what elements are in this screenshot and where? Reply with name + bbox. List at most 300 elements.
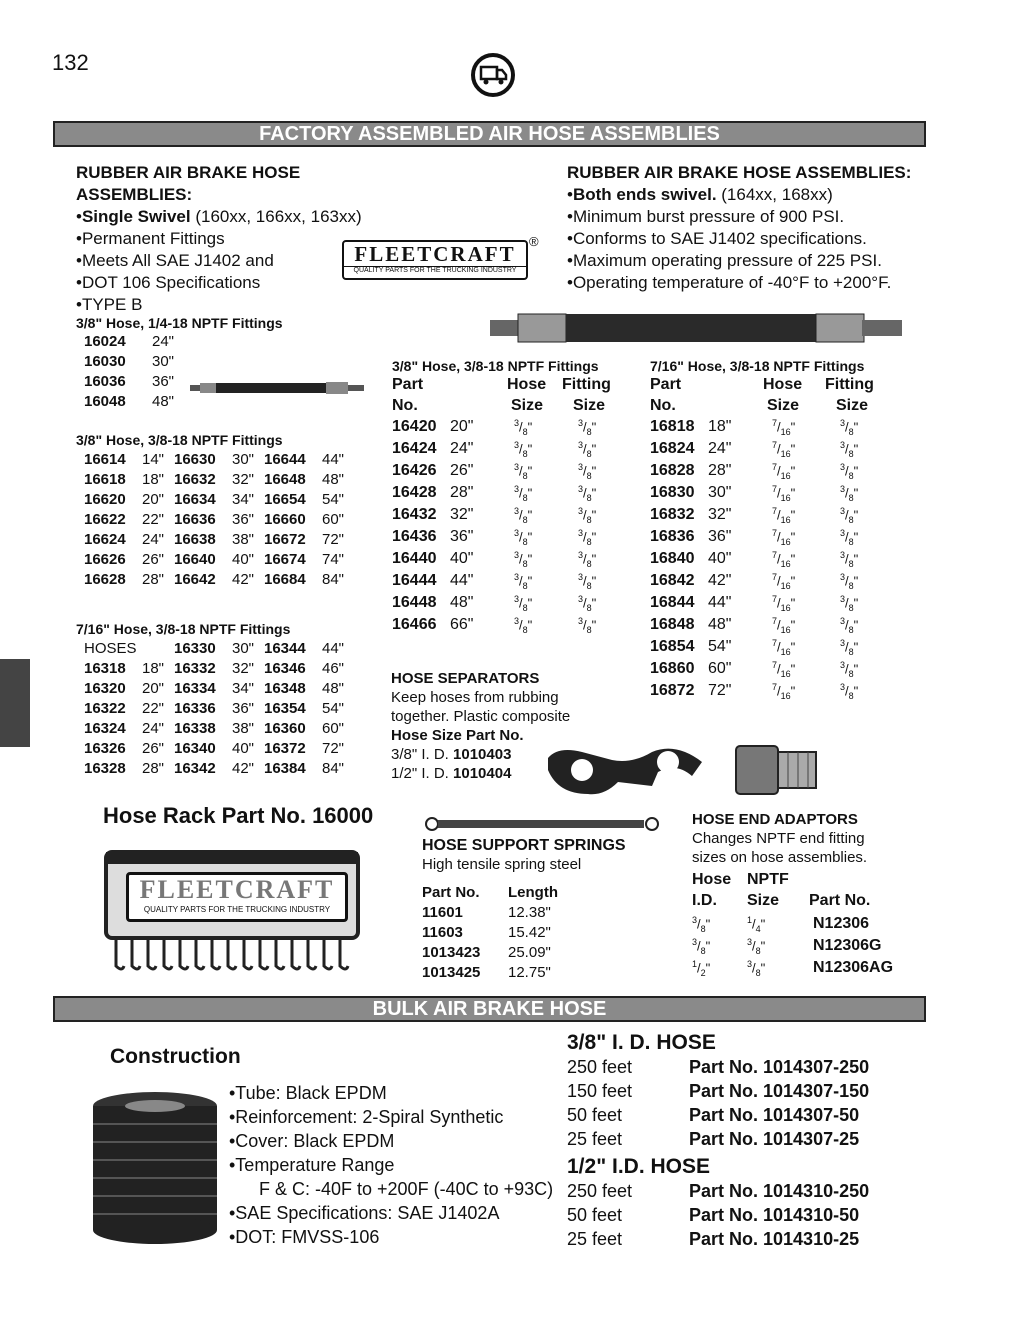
hose-length: 24" [142,720,165,737]
denominator: 8 [522,514,528,525]
numerator: 3 [840,616,846,626]
numerator: 3 [578,440,584,450]
table-row [650,682,890,704]
denominator: 8 [522,624,528,635]
fraction: $^3/_8$" [514,484,533,503]
denominator: 8 [848,602,854,613]
intro-bullet: •Both ends swivel. (164xx, 168xx) [567,185,833,204]
denominator: 8 [848,646,854,657]
intro-bullet: •TYPE B [76,295,143,314]
part-number: 16336 [174,700,216,717]
part-number: 16638 [174,531,216,548]
denominator: 2 [700,967,706,978]
table-row [84,490,354,510]
table-row [422,943,568,963]
table-row [84,699,354,719]
fraction: $^3/_8$" [578,616,597,635]
part-number: 1013423 [422,944,481,961]
denominator: 16 [780,492,791,503]
fraction: $^7/_{16}$" [772,638,796,657]
fraction: $^3/_8$" [840,484,859,503]
part-number: 16842 [650,572,695,589]
part-number: Part No. 1014307-50 [689,1105,860,1125]
numerator: 3 [578,594,584,604]
hose-length: 42" [232,571,255,588]
part-number: 16684 [264,571,306,588]
fraction: $^3/_8$" [840,572,859,591]
construction-list: •Tube: Black EPDM •Reinforcement: 2-Spiral Synthetic •Cover: Black EPDM •Temperature Range F & C: -40F to +200F (-40C to +93C) •SAE Specifications: SAE J1402A •DOT: FMVSS-106 [229,1083,554,1247]
part-number: Part No. 1014310-25 [689,1229,860,1249]
table-row [392,440,622,462]
table-d: Part No. Hose Size Fitting Size 16420 20" $^3/_8$" $^3/_8$" 16424 24" $^3/_8$" $^3/_8$" 16426 26" $^3/_8$" $^3/_8$" 16428 28" $^3/_8$" $^3/_8$" 16432 32" $^3/_8$" $^3/_8$" 16436 36" $^3/_8$" $^3/_8$" 16440 40" $^3/_8$" $^3/_8$" 16444 44" $^3/_8$" $^3/_8$" 16448 48" $^3/_8$" $^3/_8$" 16466 66" $^3/_8$" $^3/_8$" [392,376,622,638]
numerator: 7 [772,528,778,538]
denominator: 8 [522,580,528,591]
part-number: N12306 [813,915,870,932]
denominator: 16 [780,624,791,635]
fraction: $^3/_8$" [514,550,533,569]
part-number: 16330 [174,640,216,657]
numerator: 3 [514,418,520,428]
part-number: 16672 [264,531,306,548]
numerator: 3 [514,550,520,560]
bulk-row [567,1081,907,1105]
table-row [650,528,890,550]
part-number: 16644 [264,451,306,468]
part-number: Part No. 1014307-150 [689,1081,870,1101]
intro-bullet: •Single Swivel (160xx, 166xx, 163xx) [76,207,362,226]
part-number: 16844 [650,594,695,611]
hose-end-adaptor-image [732,738,822,800]
denominator: 8 [586,602,592,613]
table-row [392,462,622,484]
table-row [84,372,174,392]
denominator: 8 [522,448,528,459]
part-number: 16428 [392,484,437,501]
hose-length: 72" [322,740,345,757]
part-number: 16836 [650,528,695,545]
part-number: 16424 [392,440,437,457]
fraction: $^1/_2$" [692,959,711,978]
intro-bullet: •Operating temperature of -40°F to +200°F. [567,273,892,292]
part-number: 16342 [174,760,216,777]
hose-length: 44" [708,594,732,611]
denominator: 16 [780,426,791,437]
fraction: $^3/_8$" [840,418,859,437]
adaptor-table-header: Hose I.D. NPTF Size Part No. [692,871,871,909]
bulk-12-list [567,1181,907,1253]
part-number: 16824 [650,440,695,457]
hose-length: 32" [708,506,732,523]
hose-length: 72" [322,531,345,548]
section-title: 3/8" Hose, 3/8-18 NPTF Fittings [392,358,599,374]
part-number: 1013425 [422,964,481,981]
part-number: 16654 [264,491,306,508]
spring-image [424,814,660,834]
rack-fleetcraft-logo: FLEETCRAFT QUALITY PARTS FOR THE TRUCKING INDUSTRY [126,872,348,922]
intro-heading: RUBBER AIR BRAKE HOSE ASSEMBLIES: [567,163,912,182]
fraction: $^7/_{16}$" [772,418,796,437]
fraction: $^7/_{16}$" [772,682,796,701]
fraction: $^3/_8$" [514,594,533,613]
section-title: 7/16" Hose, 3/8-18 NPTF Fittings [650,358,865,374]
part-number: 16854 [650,638,695,655]
hose-length: 20" [450,418,474,435]
denominator: 16 [780,558,791,569]
numerator: 3 [514,462,520,472]
numerator: 3 [747,959,753,969]
denominator: 8 [848,448,854,459]
denominator: 8 [522,536,528,547]
table-header-row [422,883,568,903]
hose-length: 36" [708,528,732,545]
hose-length: 28" [708,462,732,479]
table-row [392,528,622,550]
hose-length: 36" [232,700,255,717]
hose-length: 36" [450,528,474,545]
denominator: 8 [700,945,706,956]
hose-separators: HOSE SEPARATORS Keep hoses from rubbing together. Plastic composite Hose Size Part No. 3/8" I. D. 1010403 1/2" I. D. 1010404 [391,670,571,782]
table-row [84,659,354,679]
hose-length: 46" [322,660,345,677]
hose-length: 32" [232,471,255,488]
part-number: 16840 [650,550,695,567]
numerator: 3 [747,937,753,947]
table-row [650,462,890,484]
fraction: $^3/_8$" [840,616,859,635]
denominator: 16 [780,646,791,657]
table-row [84,719,354,739]
fraction: $^3/_8$" [692,915,711,934]
part-number: 16448 [392,594,437,611]
numerator: 3 [840,682,846,692]
table-e: Part No. Hose Size Fitting Size 16818 18" $^7/_{16}$" $^3/_8$" 16824 24" $^7/_{16}$" $^3/_8$" 16828 28" $^7/_{16}$" $^3/_8$" 16830 30" $^7/_{16}$" $^3/_8$" 16832 32" $^7/_{16}$" $^3/_8$" 16836 36" $^7/_{16}$" $^3/_8$" 16840 40" $^7/_{16}$" $^3/_8$" 16842 42" $^7/_{16}$" $^3/_8$" 16844 44" $^7/_{16}$" $^3/_8$" 16848 48" $^7/_{16}$" $^3/_8$" 16854 54" $^7/_{16}$" $^3/_8$" 16860 60" $^7/_{16}$" $^3/_8$" 16872 72" $^7/_{16}$" $^3/_8$" [650,376,890,704]
fraction: $^3/_8$" [840,440,859,459]
hose-length: 24" [152,333,175,350]
fraction: $^7/_{16}$" [772,594,796,613]
part-number: 16620 [84,491,126,508]
part-number: 16818 [650,418,695,435]
table-row [650,638,890,660]
part-number: 16628 [84,571,126,588]
part-number: 16354 [264,700,306,717]
part-number: 16674 [264,551,306,568]
part-number: 16338 [174,720,216,737]
fraction: $^3/_8$" [578,484,597,503]
hose-length: 24" [450,440,474,457]
table-row [84,679,354,699]
hose-length [142,639,174,659]
part-number: Part No. 1014307-25 [689,1129,860,1149]
numerator: 7 [772,660,778,670]
hose-length: 28" [450,484,474,501]
hose-length: 38" [232,720,255,737]
fraction: $^3/_8$" [514,462,533,481]
hose-length: 42" [708,572,732,589]
fraction: $^3/_8$" [578,528,597,547]
numerator: 3 [840,506,846,516]
numerator: 7 [772,616,778,626]
denominator: 8 [586,580,592,591]
hose-length: 48" [450,594,474,611]
part-number: 16334 [174,680,216,697]
numerator: 3 [514,506,520,516]
table-row [650,594,890,616]
part-number: 16440 [392,550,437,567]
numerator: 3 [514,440,520,450]
fraction: $^3/_8$" [747,937,766,956]
part-number: 16466 [392,616,437,633]
numerator: 3 [578,462,584,472]
part-number: 16426 [392,462,437,479]
part-number: 16384 [264,760,306,777]
numerator: 3 [514,572,520,582]
fraction: $^3/_8$" [514,440,533,459]
table-row [650,484,890,506]
hose-length: 44" [450,572,474,589]
parts-table-a [84,332,174,412]
numerator: 3 [692,937,698,947]
hose-length: 30" [232,640,255,657]
denominator: 8 [848,558,854,569]
spring-length: 12.75" [508,964,551,981]
part-number: 16322 [84,700,126,717]
fraction: $^3/_8$" [840,550,859,569]
fraction: $^3/_8$" [578,506,597,525]
hose-length: 54" [708,638,732,655]
denominator: 8 [586,448,592,459]
hose-length: 42" [232,760,255,777]
hose-separator-image [538,738,718,802]
denominator: 8 [586,492,592,503]
fraction: $^7/_{16}$" [772,528,796,547]
fraction: $^3/_8$" [514,506,533,525]
table-row [392,616,622,638]
table-row [84,332,174,352]
table-row [392,418,622,440]
denominator: 8 [522,470,528,481]
fraction: $^3/_8$" [840,506,859,525]
numerator: 3 [840,462,846,472]
part-number: 16622 [84,511,126,528]
hose-length: 40" [450,550,474,567]
part-number: 16614 [84,451,126,468]
hose-length: 14" [142,451,165,468]
hose-length: 20" [142,680,165,697]
part-number: N12306G [813,937,882,954]
hose-length: 74" [322,551,345,568]
hose-length: 54" [322,700,345,717]
adaptor-rows [692,915,922,981]
left-intro [76,162,406,316]
hose-length: 44" [322,640,345,657]
part-number: 16324 [84,720,126,737]
denominator: 8 [522,492,528,503]
edge-tab [0,659,30,747]
table-row [392,594,622,616]
numerator: 7 [772,462,778,472]
fraction: $^3/_8$" [578,572,597,591]
hose-length: 26" [142,740,165,757]
section-banner: BULK AIR BRAKE HOSE [53,996,926,1022]
hose-length: 18" [142,660,165,677]
part-number: 16630 [174,451,216,468]
part-number: 16340 [174,740,216,757]
hose-length: 44" [322,451,345,468]
table-row [692,915,922,937]
table-row [84,570,354,590]
part-number: 16346 [264,660,306,677]
numerator: 7 [772,572,778,582]
part-number: 16432 [392,506,437,523]
part-number: 16648 [264,471,306,488]
fraction: $^1/_4$" [747,915,766,934]
numerator: 7 [772,484,778,494]
numerator: 3 [578,550,584,560]
hose-length: 84" [322,760,345,777]
part-number: 16640 [174,551,216,568]
denominator: 16 [780,690,791,701]
part-number: 16828 [650,462,695,479]
part-number: 16872 [650,682,695,699]
section-title: 3/8" Hose, 1/4-18 NPTF Fittings [76,315,283,331]
bulk-12-title: 1/2" I.D. HOSE [567,1155,711,1178]
length: 25 feet [567,1129,623,1149]
fraction: $^7/_{16}$" [772,660,796,679]
hose-length: 72" [708,682,732,699]
denominator: 8 [848,514,854,525]
table-row [84,530,354,550]
table-row [650,616,890,638]
fraction: $^3/_8$" [514,616,533,635]
hose-length: 66" [450,616,474,633]
part-number: 16860 [650,660,695,677]
numerator: 1 [747,915,753,925]
table-row [650,418,890,440]
fraction: $^3/_8$" [840,594,859,613]
denominator: 8 [755,945,761,956]
part-number: 16444 [392,572,437,589]
denominator: 8 [848,470,854,481]
numerator: 3 [692,915,698,925]
column-header: Part No. [422,884,480,901]
bulk-row [567,1105,907,1129]
part-number: 16420 [392,418,437,435]
table-row [84,739,354,759]
table-row [84,510,354,530]
numerator: 3 [840,660,846,670]
denominator: 8 [522,426,528,437]
table-row [650,550,890,572]
hose-length: 32" [232,660,255,677]
hose-length: 26" [142,551,165,568]
section-title: 7/16" Hose, 3/8-18 NPTF Fittings [76,621,291,637]
table-row [84,639,354,659]
fraction: $^7/_{16}$" [772,462,796,481]
hose-length: 48" [708,616,732,633]
fraction: $^7/_{16}$" [772,550,796,569]
hose-length: 28" [142,571,165,588]
length: 50 feet [567,1205,623,1225]
part-number: 16830 [650,484,695,501]
bulk-38-title: 3/8" I. D. HOSE [567,1031,716,1054]
denominator: 8 [586,470,592,481]
numerator: 7 [772,550,778,560]
part-number: Part No. 1014307-250 [689,1057,870,1077]
denominator: 16 [780,536,791,547]
hose-length: 40" [708,550,732,567]
hose-length: 54" [322,491,345,508]
numerator: 3 [514,594,520,604]
hose-end-adaptors: HOSE END ADAPTORS Changes NPTF end fitting sizes on hose assemblies. [692,811,868,866]
part-number: 16436 [392,528,437,545]
hose-length: 30" [152,353,175,370]
numerator: 3 [578,572,584,582]
table-row [84,470,354,490]
part-number: 16348 [264,680,306,697]
hose-rack-title: Hose Rack Part No. 16000 [103,803,374,828]
fraction: $^3/_8$" [840,638,859,657]
bulk-row [567,1229,907,1253]
part-number: 16626 [84,551,126,568]
fraction: $^3/_8$" [578,418,597,437]
numerator: 3 [840,528,846,538]
numerator: 7 [772,682,778,692]
intro-bullet: •Conforms to SAE J1402 specifications. [567,229,867,248]
table-row [84,550,354,570]
table-row [84,450,354,470]
spring-length: 12.38" [508,904,551,921]
length: 50 feet [567,1105,623,1125]
fraction: $^7/_{16}$" [772,616,796,635]
denominator: 8 [848,624,854,635]
hose-length: 40" [232,551,255,568]
length: 25 feet [567,1229,623,1249]
denominator: 8 [522,558,528,569]
denominator: 8 [848,580,854,591]
part-number: 16024 [84,333,126,350]
table-row [392,550,622,572]
fraction: $^3/_8$" [840,528,859,547]
page-number: 132 [52,50,89,75]
hose-length: 84" [322,571,345,588]
hose-length: 30" [708,484,732,501]
springs-table [422,883,568,983]
numerator: 3 [578,506,584,516]
part-number: Part No. 1014310-250 [689,1181,870,1201]
truck-icon [470,52,516,98]
part-number: 16318 [84,660,126,677]
part-number: 16660 [264,511,306,528]
denominator: 16 [780,448,791,459]
length: 250 feet [567,1181,633,1201]
numerator: 3 [840,638,846,648]
denominator: 16 [780,514,791,525]
hose-length: 20" [142,491,165,508]
intro-bullet: •Permanent Fittings [76,229,225,248]
hose-length: 18" [708,418,732,435]
intro-heading: RUBBER AIR BRAKE HOSE ASSEMBLIES: [76,163,301,204]
hose-length: 34" [232,680,255,697]
table-row [422,903,568,923]
part-number: 16848 [650,616,695,633]
table-row [650,572,890,594]
fraction: $^3/_8$" [578,550,597,569]
hose-support-springs: HOSE SUPPORT SPRINGS High tensile spring steel [422,837,626,873]
fraction: $^7/_{16}$" [772,440,796,459]
part-number: 16360 [264,720,306,737]
hose-length: 30" [232,451,255,468]
denominator: 8 [586,624,592,635]
